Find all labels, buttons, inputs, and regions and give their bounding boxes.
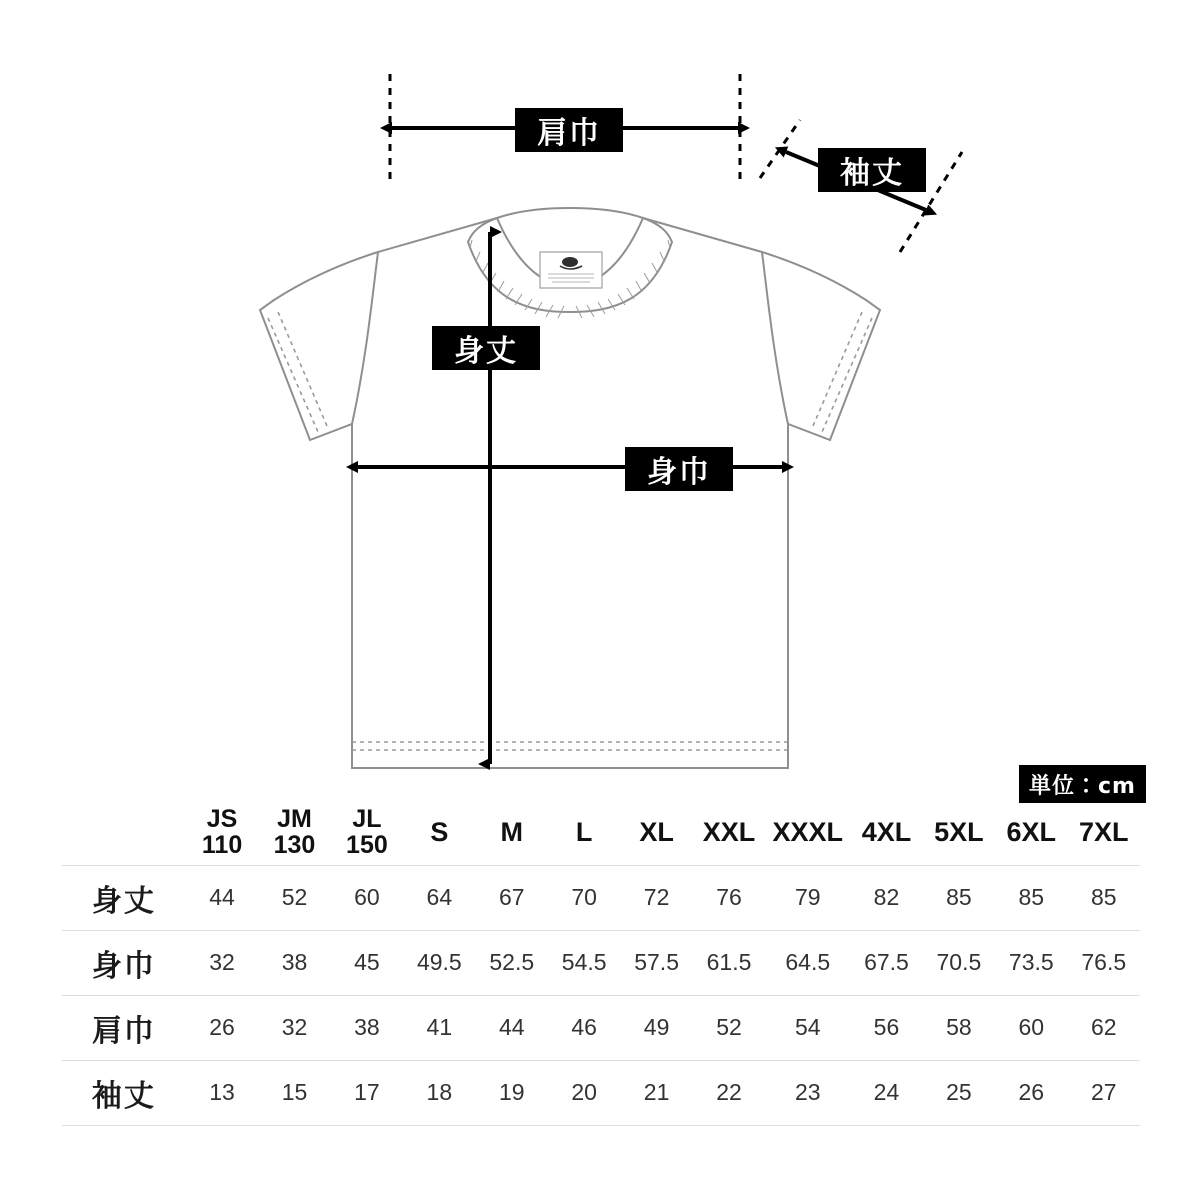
- label-shoulder-width: 肩巾: [515, 108, 623, 152]
- measurement-value: 52.5: [489, 949, 535, 975]
- measurement-value: 70: [571, 884, 597, 910]
- measurement-value: 67: [498, 884, 525, 910]
- measurement-value: 44: [209, 884, 235, 910]
- measurement-label: 袖丈: [91, 1078, 156, 1114]
- measurement-value: 18: [426, 1079, 453, 1105]
- measurement-value: 76: [716, 884, 742, 910]
- size-column-header-5xl: 5XL: [934, 817, 984, 848]
- size-column-header-6xl: 6XL: [1006, 817, 1057, 848]
- measurement-value: 85: [1090, 884, 1117, 910]
- measurement-value: 13: [209, 1079, 235, 1105]
- measurement-value: 52: [281, 884, 308, 910]
- measurement-value: 85: [946, 884, 972, 910]
- size-column-header-top: JS: [206, 805, 238, 833]
- measurement-value: 57.5: [634, 949, 679, 975]
- size-column-header-top: JM: [277, 805, 312, 833]
- measurement-value: 24: [873, 1079, 900, 1105]
- measurement-value: 60: [354, 884, 380, 910]
- label-body-length: 身丈: [432, 326, 540, 370]
- measurement-value: 82: [873, 884, 900, 910]
- size-table-corner: [62, 806, 186, 865]
- measurement-value: 38: [354, 1014, 380, 1040]
- measurement-value: 46: [571, 1014, 597, 1040]
- size-column-header-s: S: [430, 817, 449, 848]
- measurement-value: 19: [498, 1079, 525, 1105]
- measurement-value: 45: [354, 949, 380, 975]
- size-column-header-xl: XL: [639, 817, 674, 848]
- measurement-label: 肩巾: [91, 1013, 156, 1049]
- measurement-value: 54: [794, 1014, 821, 1040]
- measurement-value: 21: [643, 1079, 670, 1105]
- measurement-value: 62: [1090, 1014, 1117, 1040]
- measurement-label: 身巾: [91, 948, 156, 984]
- measurement-value: 60: [1018, 1014, 1045, 1040]
- table-row: [62, 995, 1140, 1060]
- size-column-header-top: JL: [352, 805, 382, 833]
- measurement-value: 72: [643, 884, 670, 910]
- measurement-value: 67.5: [864, 949, 909, 975]
- measurement-value: 38: [281, 949, 308, 975]
- measurement-value: 15: [281, 1079, 308, 1105]
- measurement-value: 32: [281, 1014, 308, 1040]
- size-table-header: [62, 806, 1140, 865]
- label-sleeve-length: 袖丈: [818, 148, 926, 192]
- size-column-header-xxl: XXL: [702, 817, 756, 848]
- measurement-value: 22: [716, 1079, 742, 1105]
- size-column-header-7xl: 7XL: [1078, 817, 1129, 848]
- measurement-value: 44: [498, 1014, 525, 1040]
- measurement-value: 26: [1018, 1079, 1045, 1105]
- measurement-value: 27: [1090, 1079, 1117, 1105]
- measurement-value: 49: [643, 1014, 670, 1040]
- table-row: [62, 930, 1140, 995]
- measurement-value: 73.5: [1008, 949, 1054, 975]
- measurement-value: 26: [209, 1014, 235, 1040]
- measurement-value: 61.5: [706, 949, 752, 975]
- measurement-value: 23: [794, 1079, 821, 1105]
- measurement-value: 54.5: [561, 949, 607, 975]
- measurement-value: 79: [794, 884, 821, 910]
- measurement-value: 52: [716, 1014, 742, 1040]
- measurement-value: 76.5: [1081, 949, 1127, 975]
- size-table: [62, 806, 1140, 1126]
- measurement-value: 56: [873, 1014, 900, 1040]
- measurement-value: 32: [209, 949, 235, 975]
- table-row: [62, 1060, 1140, 1125]
- measurement-label: 身丈: [91, 883, 156, 919]
- neck-label: [540, 252, 602, 288]
- measurement-value: 64: [426, 884, 453, 910]
- label-unit: 単位：cm: [1019, 765, 1146, 803]
- measurement-value: 20: [571, 1079, 597, 1105]
- size-column-header-bottom: 150: [346, 831, 388, 860]
- size-column-header-bottom: 130: [273, 831, 316, 860]
- size-table-body: [62, 865, 1140, 1125]
- measurement-value: 58: [946, 1014, 972, 1040]
- size-column-header-js-110: [186, 806, 258, 865]
- size-column-header-4xl: 4XL: [861, 817, 912, 848]
- table-row: [62, 865, 1140, 930]
- measurement-value: 49.5: [416, 949, 462, 975]
- measurement-value: 70.5: [936, 949, 982, 975]
- measurement-value: 64.5: [785, 949, 831, 975]
- size-column-header-xxxl: XXXL: [772, 817, 843, 848]
- size-column-header-m: M: [500, 817, 523, 848]
- size-column-header-jm-130: [258, 806, 330, 865]
- size-column-header-bottom: 110: [201, 831, 243, 860]
- size-column-header-jl-150: [331, 806, 403, 865]
- size-column-header-l: L: [575, 817, 593, 848]
- measurement-value: 85: [1018, 884, 1045, 910]
- measurement-value: 25: [946, 1079, 972, 1105]
- label-body-width: 身巾: [625, 447, 733, 491]
- measurement-value: 17: [354, 1079, 380, 1105]
- measurement-value: 41: [426, 1014, 453, 1040]
